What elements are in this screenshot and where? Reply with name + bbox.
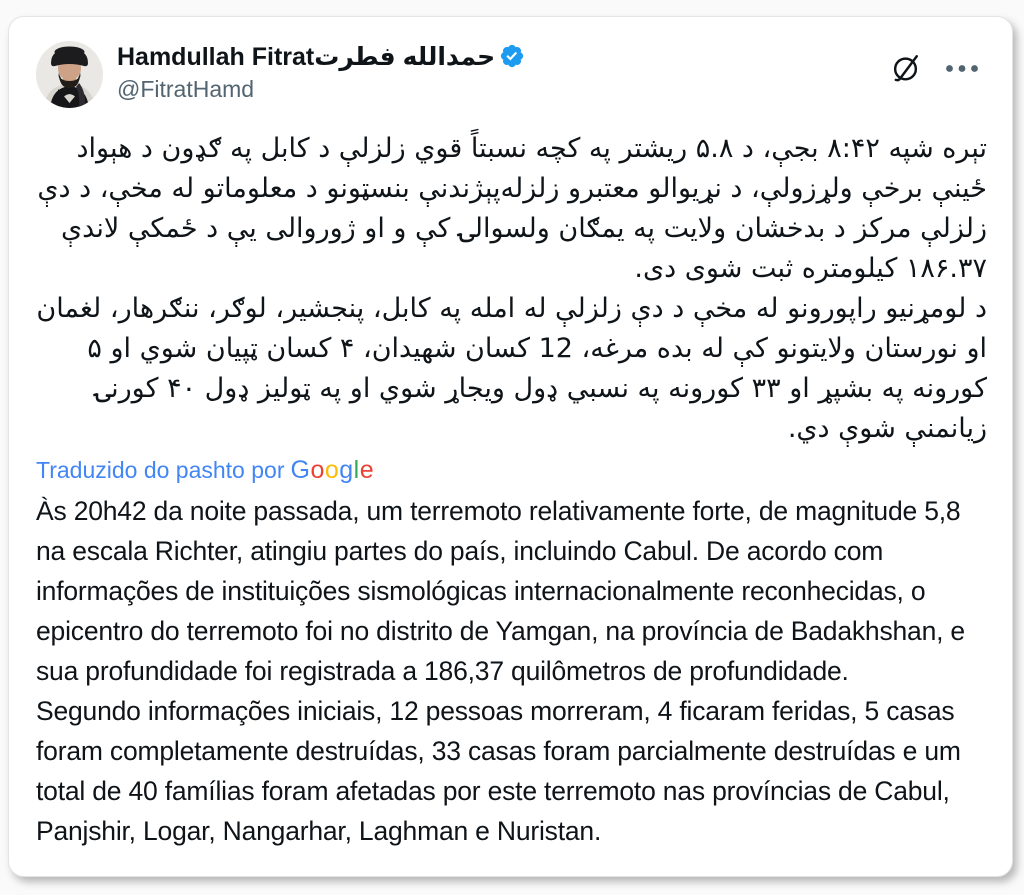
- user-handle[interactable]: @FitratHamd: [117, 76, 255, 103]
- google-letter: g: [339, 456, 354, 484]
- name-block: [117, 41, 890, 103]
- display-name[interactable]: [117, 42, 890, 73]
- google-letter: o: [324, 456, 340, 484]
- google-logo[interactable]: [290, 456, 374, 484]
- google-letter: l: [353, 456, 360, 484]
- avatar[interactable]: [36, 41, 103, 108]
- avatar-image: [36, 41, 103, 108]
- portuguese-paragraph: Às 20h42 da noite passada, um terremoto relativamente forte, de magnitude 5,8 na escala Richter, atingiu partes do país, incluindo Cabul. De acordo com informações de instituições sismológicas internacionalmente reconhecidas, o epicentro do terremoto foi no distrito de Yamgan, na província de Badakhshan, e sua profundidade foi registrada a 186,37 quilômetros de profundidade.: [36, 496, 965, 686]
- more-options-button[interactable]: [945, 64, 979, 73]
- google-letter: e: [359, 456, 375, 484]
- google-letter: G: [290, 456, 311, 484]
- pashto-paragraph: د لومړنیو راپورونو له مخې د دې زلزلې له امله په کابل، پنجشیر، لوګر، ننګرهار، لغمان او نورستان ولایتونو کې له بده مرغه، 12 کسان شهیدان، ۴ کسان ټپیان شوي او ۵ کورونه په بشپړ او ۳۳ کورونه په نسبي ډول ویجاړ شوي او په ټولیز ډول ۴۰ کورنۍ زیانمنې شوې دي.: [36, 293, 987, 444]
- tweet-text-pashto: [36, 129, 987, 449]
- display-name-arabic[interactable]: حمدالله فطرت: [314, 43, 496, 71]
- header-actions: [890, 41, 987, 84]
- ellipsis-icon: [945, 64, 979, 73]
- tweet-header: [36, 41, 987, 108]
- pashto-paragraph: تېره شپه ۸:۴۲ بجې، د ۵.۸ ریشتر په کچه نسبتاً قوي زلزلې د کابل په ګډون د هېواد ځینې برخې ولړزولې، د نړیوالو معتبرو زلزله‌پېژندنې بنسټونو د معلوماتو له مخې، د دې زلزلې مرکز د بدخشان ولایت په یمګان ولسوالۍ کې و او ژوروالی یې د ځمکې لاندې ۱۸۶.۳۷ کیلومتره ثبت شوی دی.: [37, 133, 987, 284]
- grok-actions-button[interactable]: [890, 53, 921, 84]
- verified-badge-icon: [499, 43, 525, 69]
- tweet-text-translated: [36, 491, 987, 851]
- grok-icon: [890, 53, 921, 84]
- attribution-label[interactable]: Traduzido do pashto por: [36, 457, 285, 483]
- display-name-latin[interactable]: Hamdullah Fitrat: [117, 43, 315, 71]
- tweet-card: [8, 16, 1013, 877]
- translation-attribution[interactable]: [36, 456, 987, 484]
- google-letter: o: [310, 456, 325, 484]
- portuguese-paragraph: Segundo informações iniciais, 12 pessoas morreram, 4 ficaram feridas, 5 casas foram completamente destruídas, 33 casas foram parcialmente destruídas e um total de 40 famílias foram afetadas por este terremoto nas províncias de Cabul, Panjshir, Logar, Nangarhar, Laghman e Nuristan.: [36, 696, 961, 846]
